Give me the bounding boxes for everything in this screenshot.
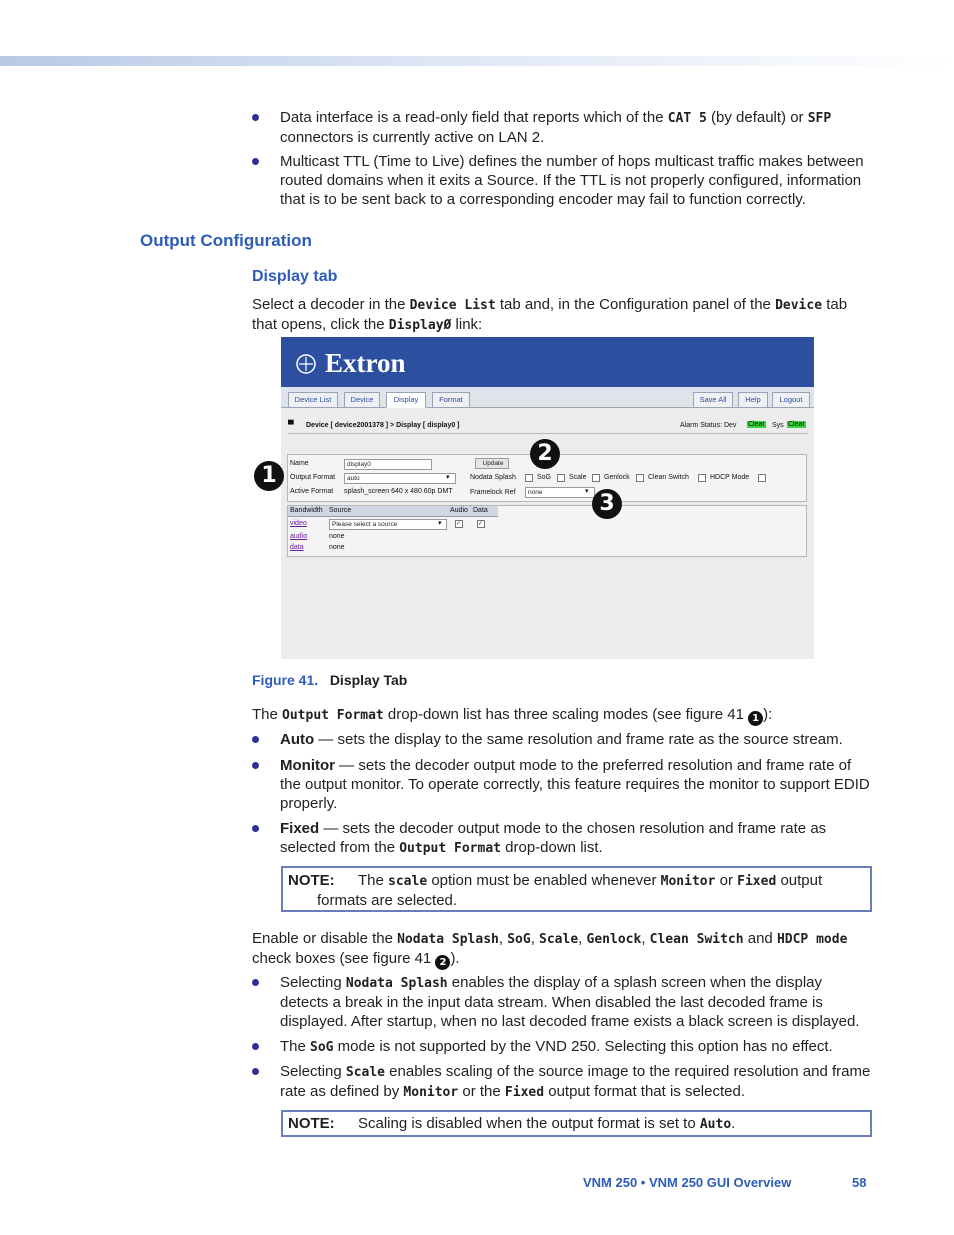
tab-device[interactable]: Device (344, 392, 380, 408)
alarm-sys-status: Clear (788, 421, 805, 428)
bullet-icon (252, 1068, 259, 1075)
tab-help[interactable]: Help (738, 392, 768, 408)
nodata-splash-checkbox[interactable] (525, 474, 533, 482)
display-settings-panel: Name display0 Update Output Format auto ▾ Active Format splash_screen 640 x 480 60p DMT Nodata Splash SoG Scale Genlock Clean Switch HDCP Mode Framelock Ref none ▾ (287, 454, 807, 502)
mode-monitor: Monitor — sets the decoder output mode to the preferred resolution and frame rate of the output monitor. To operate correctly, this feature requires the monitor to support EDID properly. (252, 756, 872, 813)
source-select[interactable]: Please select a source (329, 519, 447, 530)
number-1-icon: 1 (748, 711, 763, 726)
bullet-icon (252, 762, 259, 769)
bullet-icon (252, 1043, 259, 1050)
source-table-panel: Bandwidth Source Audio Data video Please select a source ▾ ✓ ✓ audio none data none (287, 505, 807, 557)
tab-device-list[interactable]: Device List (288, 392, 338, 408)
number-2-icon: 2 (435, 955, 450, 970)
clean-switch-checkbox[interactable] (698, 474, 706, 482)
footer-title: VNM 250 • VNM 250 GUI Overview (583, 1175, 792, 1190)
note-scale: NOTE: The scale option must be enabled whenever Monitor or Fixed output formats are selected. (281, 866, 872, 912)
callout-1-icon: 1 (254, 461, 284, 491)
chevron-down-icon: ▾ (446, 474, 450, 481)
data-link[interactable]: data (290, 544, 304, 551)
bullet-nodata-splash: Selecting Nodata Splash enables the display of a splash screen when the display detects a break in the input data stream. When disabled the last decoded frame is displayed. After startup, when no last decoded frame exists a black screen is displayed. (252, 973, 872, 1031)
name-input[interactable]: display0 (344, 459, 432, 470)
extron-logo-icon (295, 353, 317, 375)
extron-banner (281, 337, 814, 387)
device-icon: ▀ (288, 420, 294, 429)
bullet-data-interface: Data interface is a read-only field that reports which of the CAT 5 (by default) or SFP connectors is currently active on LAN 2. (252, 108, 872, 147)
display-tab-screenshot (281, 337, 814, 659)
update-button[interactable]: Update (475, 458, 509, 469)
bullet-icon (252, 158, 259, 165)
tab-display[interactable]: Display (386, 392, 426, 408)
note-auto-scaling: NOTE: Scaling is disabled when the output format is set to Auto. (281, 1110, 872, 1137)
bullet-multicast-ttl: Multicast TTL (Time to Live) defines the number of hops multicast traffic makes between routed domains when it exits a Source. If the TTL is not properly configured, information that is to be sent back to a corresponding encoder may fail to function correctly. (252, 152, 872, 209)
tab-logout[interactable]: Logout (772, 392, 810, 408)
bullet-icon (252, 736, 259, 743)
mode-fixed: Fixed — sets the decoder output mode to the chosen resolution and frame rate as selected from the Output Format drop-down list. (252, 819, 872, 858)
enable-paragraph: Enable or disable the Nodata Splash, SoG, Scale, Genlock, Clean Switch and HDCP mode check boxes (see figure 41 2 ). (252, 930, 848, 968)
bullet-scale: Selecting Scale enables scaling of the source image to the required resolution and frame rate as defined by Monitor or the Fixed output format that is selected. (252, 1062, 872, 1102)
bullet-icon (252, 979, 259, 986)
tab-format[interactable]: Format (432, 392, 470, 408)
audio-link[interactable]: audio (290, 533, 308, 540)
hdcp-mode-checkbox[interactable] (758, 474, 766, 482)
bullet-icon (252, 114, 259, 121)
tab-save-all[interactable]: Save All (693, 392, 733, 408)
audio-checkbox[interactable]: ✓ (456, 521, 462, 527)
breadcrumb: ▀ Device [ device2001378 ] > Display [ display0 ] Alarm Status: Dev Clear Sys Clear (288, 417, 808, 434)
output-format-paragraph: The Output Format drop-down list has three scaling modes (see figure 41 1 ): (252, 706, 773, 724)
section-title: Output Configuration (140, 231, 312, 250)
scale-checkbox[interactable] (592, 474, 600, 482)
page-number: 58 (852, 1175, 867, 1190)
framelock-ref-select[interactable]: none (525, 487, 595, 498)
callout-2-icon: 2 (530, 439, 560, 469)
callout-3-icon: 3 (592, 489, 622, 519)
extron-logo-text: Extron (325, 348, 406, 378)
sog-checkbox[interactable] (557, 474, 565, 482)
subsection-title: Display tab (252, 268, 338, 285)
figure-caption: Figure 41. Display Tab (252, 672, 408, 688)
video-link[interactable]: video (290, 520, 307, 527)
active-format-value: splash_screen 640 x 480 60p DMT (344, 488, 453, 495)
header-gradient-bar (0, 56, 954, 66)
output-format-select[interactable]: auto (344, 473, 456, 484)
alarm-dev-status: Clear (748, 421, 765, 428)
data-checkbox[interactable]: ✓ (478, 521, 484, 527)
chevron-down-icon: ▾ (438, 520, 442, 527)
bullet-sog: The SoG mode is not supported by the VND 250. Selecting this option has no effect. (252, 1037, 872, 1057)
intro-paragraph: Select a decoder in the Device List tab and, in the Configuration panel of the Device tab that opens, click the DisplayØ link: (252, 296, 848, 333)
bullet-icon (252, 825, 259, 832)
chevron-down-icon: ▾ (585, 488, 589, 495)
mode-auto: Auto — sets the display to the same resolution and frame rate as the source stream. (252, 730, 872, 749)
genlock-checkbox[interactable] (636, 474, 644, 482)
